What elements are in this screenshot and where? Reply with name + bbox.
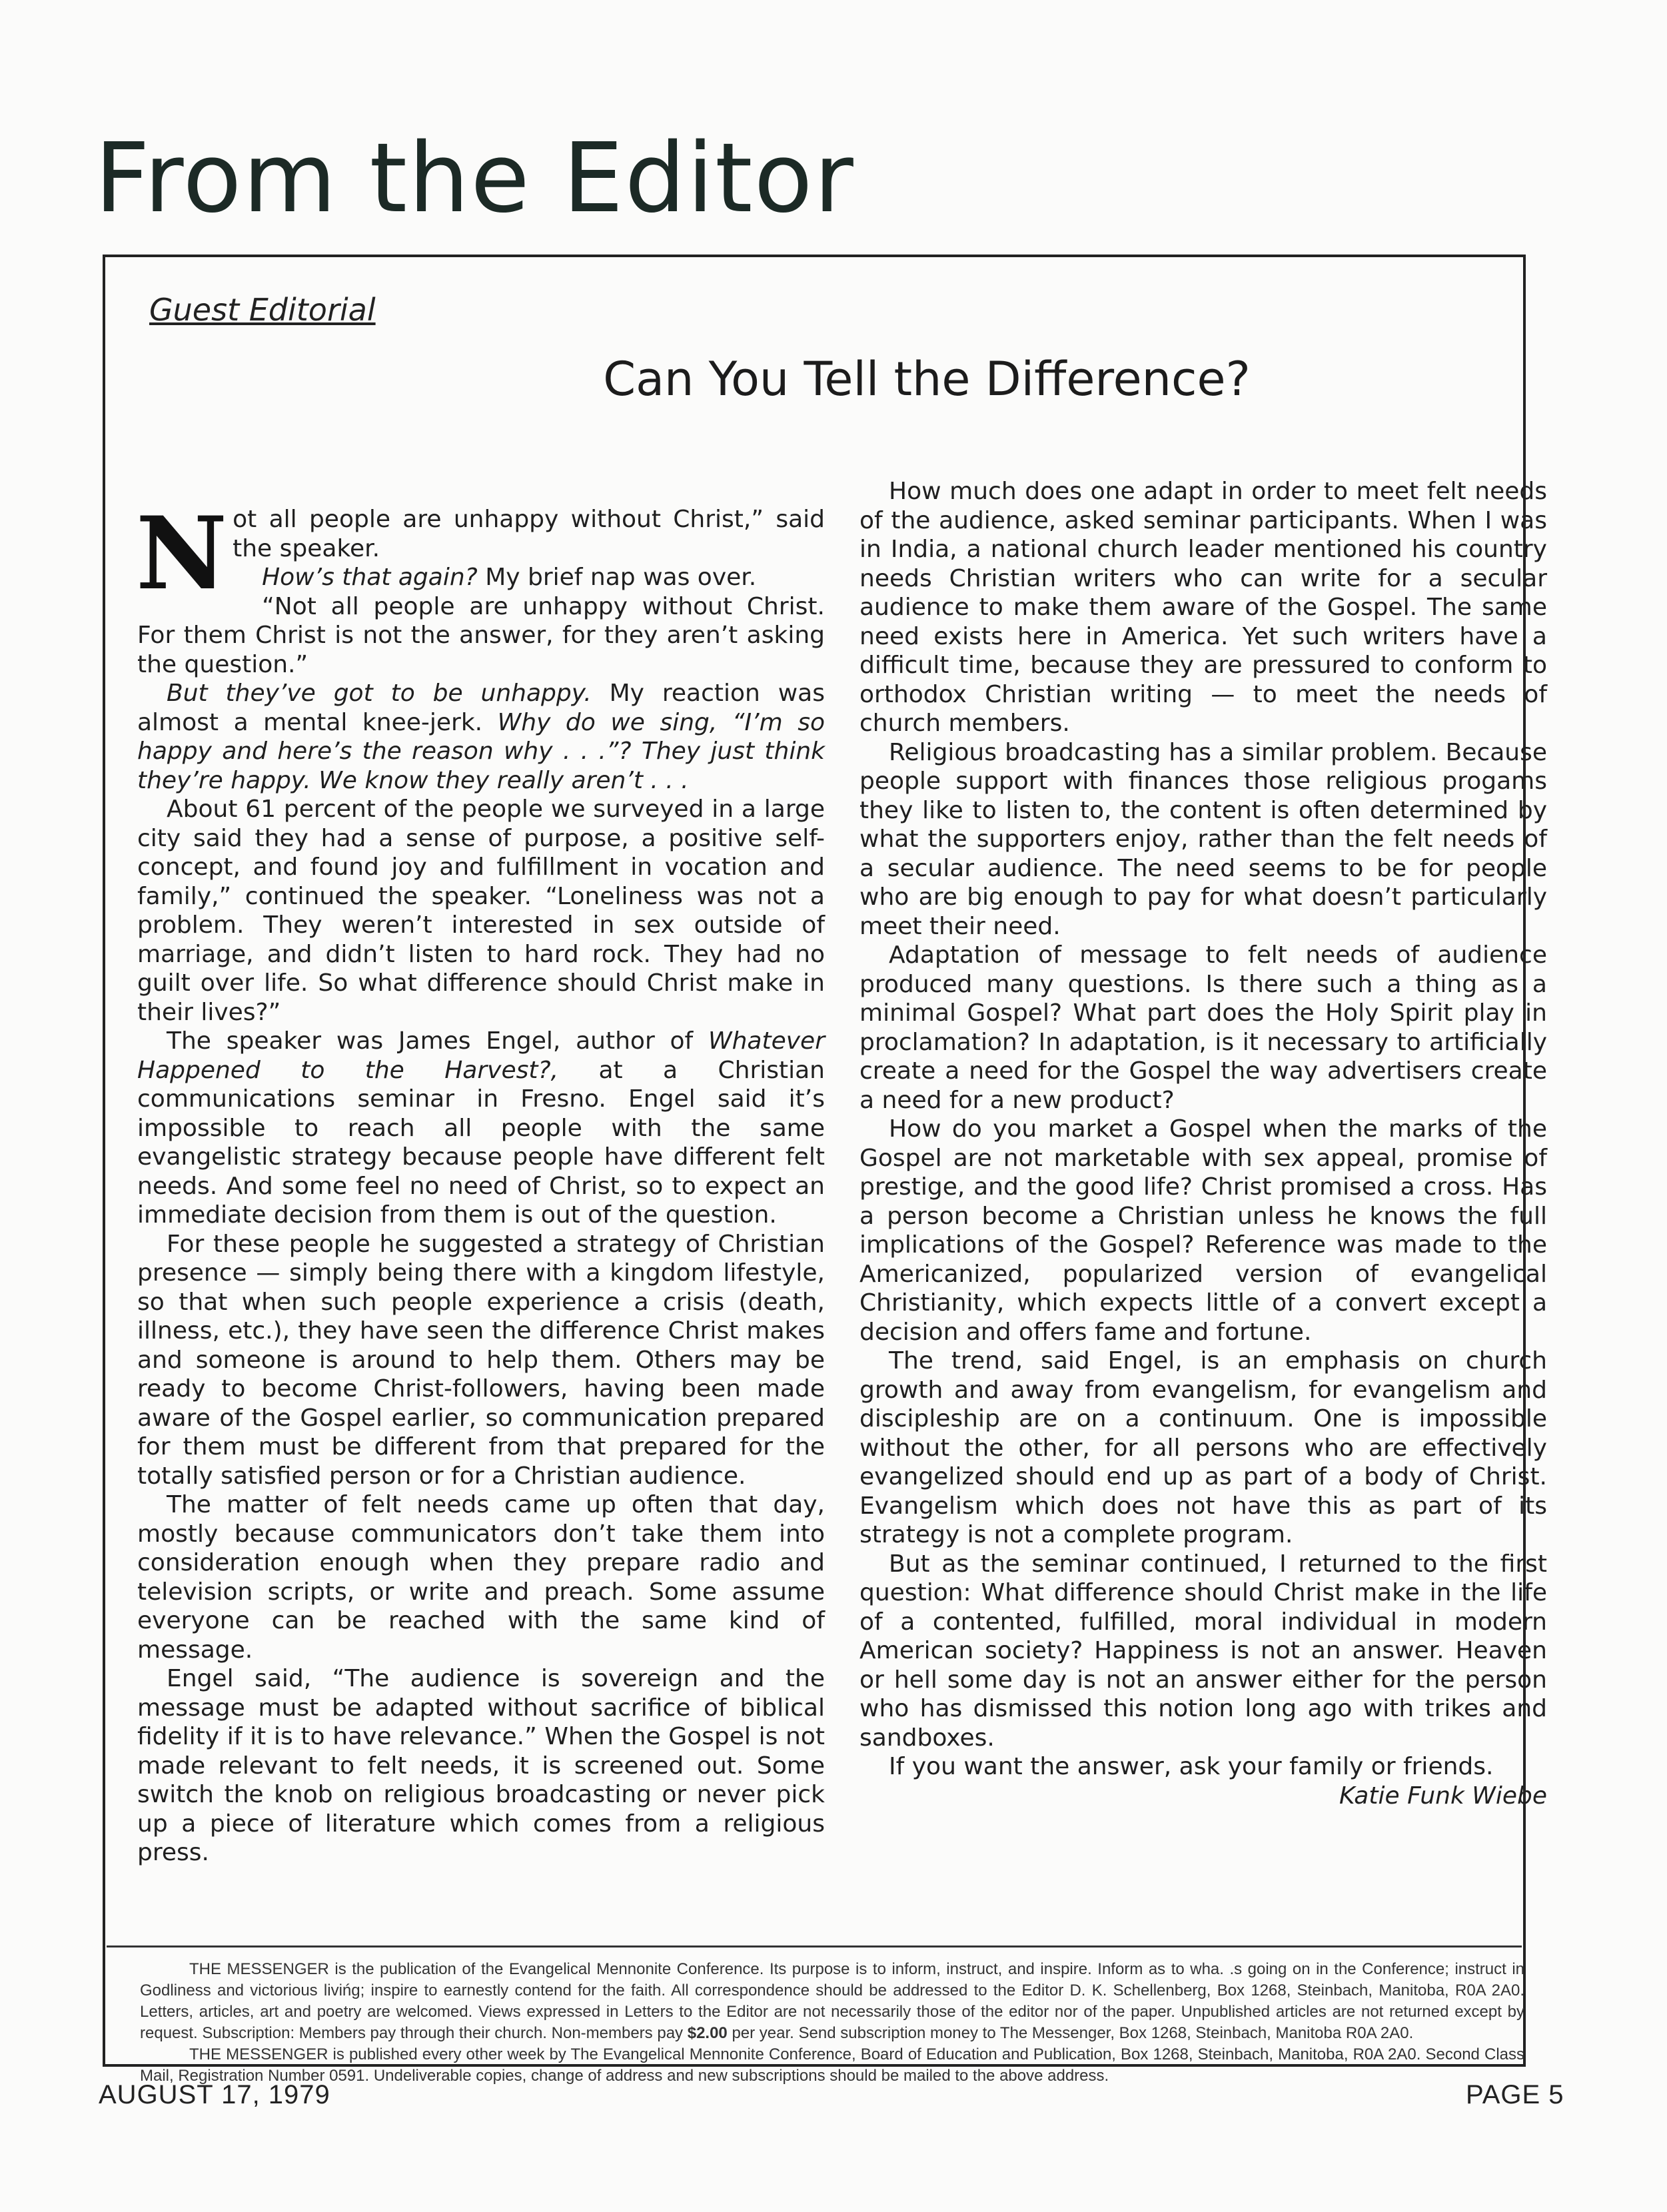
article-paragraph: If you want the answer, ask your family or friends. <box>889 1753 1494 1780</box>
subscription-price: $2.00 <box>687 2024 728 2042</box>
guest-editorial-label: Guest Editorial <box>149 292 376 328</box>
author-signature: Katie Funk Wiebe <box>1339 1782 1547 1810</box>
issue-date: AUGUST 17, 1979 <box>99 2080 330 2109</box>
article-column-left <box>137 477 825 1868</box>
article-paragraph: How’s that again? My brief nap was over. <box>262 564 757 591</box>
article-paragraph: For these people he suggested a strategy of Christian presence — simply being there with a kingdom lifestyle, so that when such people experience a crisis (death, illness, etc.), they have seen the difference Christ makes and someone is around to help them. Others may be ready to become Christ-followers, having been made aware of the Gospel earlier, so communication prepared for them must be different from that prepared for the totally satisfied person or for a Christian audience. <box>137 1230 825 1490</box>
article-paragraph: Adaptation of message to felt needs of audience produced many questions. Is there such a thing as a minimal Gospel? What part does the Holy Spirit play in proclamation? In adaptation, is it necessary to artificially create a need for the Gospel the way advertisers create a need for a new product? <box>859 941 1547 1114</box>
article-paragraph: “Not all people are unhappy without Christ. For them Christ is not the answer, for they aren’t asking the question.” <box>137 592 825 678</box>
masthead-title: From the Editor <box>95 122 855 234</box>
article-column-right <box>859 477 1547 1810</box>
publication-notice-paragraph: THE MESSENGER is published every other week by The Evangelical Mennonite Conference, Board of Education and Publication, Box 1268, Steinbach, Manitoba, R0A 2A0. Second Class Mail, Registration Number 0591. Undeliverable copies, change of address and new subscriptions should be mailed to the above address. <box>140 2045 1524 2085</box>
article-paragraph: The trend, said Engel, is an emphasis on church growth and away from evangelism, for evangelism and discipleship are on a continuum. One is impossible without the other, for all persons who are effectively evangelized should end up as part of a body of Christ. Evangelism which does not have this as part of its strategy is not a complete program. <box>859 1347 1547 1548</box>
article-paragraph: How much does one adapt in order to meet felt needs of the audience, asked seminar participants. When I was in India, a national church leader mentioned his country needs Christian writers who can write for a secular audience to make them aware of the Gospel. The same need exists here in America. Yet such writers have a difficult time, because they are pressured to conform to orthodox Christian writing — to meet the needs of church members. <box>859 478 1547 737</box>
article-paragraph: But as the seminar continued, I returned to the first question: What difference should Christ make in the life of a contented, fulfilled, moral individual in modern American society? Happiness is not an answer. Heaven or hell some day is not an answer either for the person who has dismissed this notion long ago with trikes and sandboxes. <box>859 1550 1547 1752</box>
publication-notice-paragraph: THE MESSENGER is the publication of the Evangelical Mennonite Conference. Its purpose is to inform, instruct, and inspire. Inform as to wha. .s going on in the Conference; instruct in Godliness and victorious livińg; inspire to earnestly contend for the faith. All correspondence should be addressed to the Editor D. K. Schellenberg, Box 1268, Steinbach, Manitoba, R0A 2A0. Letters, articles, art and poetry are welcomed. Views expressed in Letters to the Editor are not necessarily those of the editor nor of the paper. Unpublished articles are not returned except by request. Subscription: Members pay through their church. Non-members pay $2.00 per year. Send subscription money to The Messenger, Box 1268, Steinbach, Manitoba R0A 2A0. <box>140 1960 1524 2042</box>
article-paragraph: But they’ve got to be unhappy. My reaction was almost a mental knee-jerk. Why do we sing, “I’m so happy and here’s the reason why . . .”? They just think they’re happy. We know they really aren’t . . . <box>137 680 825 794</box>
article-paragraph: How do you market a Gospel when the marks of the Gospel are not marketable with sex appeal, promise of prestige, and the good life? Christ promised a cross. Has a person become a Christian unless he knows the full implications of the Gospel? Reference was made to the Americanized, popularized version of evangelical Christianity, which expects little of a convert except a decision and offers fame and fortune. <box>859 1115 1547 1346</box>
article-headline: Can You Tell the Difference? <box>603 352 1251 406</box>
footer-divider <box>107 1945 1522 1947</box>
article-paragraph: The matter of felt needs came up often that day, mostly because communicators don’t take them into consideration enough when they prepare radio and television scripts, or write and preach. Some assume everyone can be reached with the same kind of message. <box>137 1491 825 1664</box>
article-paragraph: Religious broadcasting has a similar problem. Because people support with finances those religious progams they like to listen to, the content is often determined by what the supporters enjoy, rather than the felt needs of a secular audience. The need seems to be for people who are big enough to pay for what doesn’t particularly meet their need. <box>859 738 1547 940</box>
article-paragraph: ot all people are unhappy without Christ,” said the speaker. <box>233 506 825 562</box>
article-paragraph: Engel said, “The audience is sovereign and the message must be adapted without sacrifice of biblical fidelity if it is to have relevance.” When the Gospel is not made relevant to felt needs, it is screened out. Some switch the knob on religious broadcasting or never pick up a piece of literature which comes from a religious press. <box>137 1665 825 1866</box>
article-paragraph: The speaker was James Engel, author of Whatever Happened to the Harvest?, at a Christian communications seminar in Fresno. Engel said it’s impossible to reach all people with the same evangelistic strategy because people have different felt needs. And some feel no need of Christ, so to expect an immediate decision from them is out of the question. <box>137 1027 826 1229</box>
article-paragraph: About 61 percent of the people we surveyed in a large city said they had a sense of purpose, a positive self-concept, and found joy and fulfillment in vocation and family,” continued the speaker. “Loneliness was not a problem. They weren’t interested in sex outside of marriage, and didn’t listen to hard rock. They had no guilt over life. So what difference should Christ make in their lives?” <box>137 796 825 1026</box>
drop-cap-letter: N <box>136 495 228 612</box>
page-number: PAGE 5 <box>1466 2080 1564 2109</box>
publication-notice <box>140 1959 1524 2087</box>
